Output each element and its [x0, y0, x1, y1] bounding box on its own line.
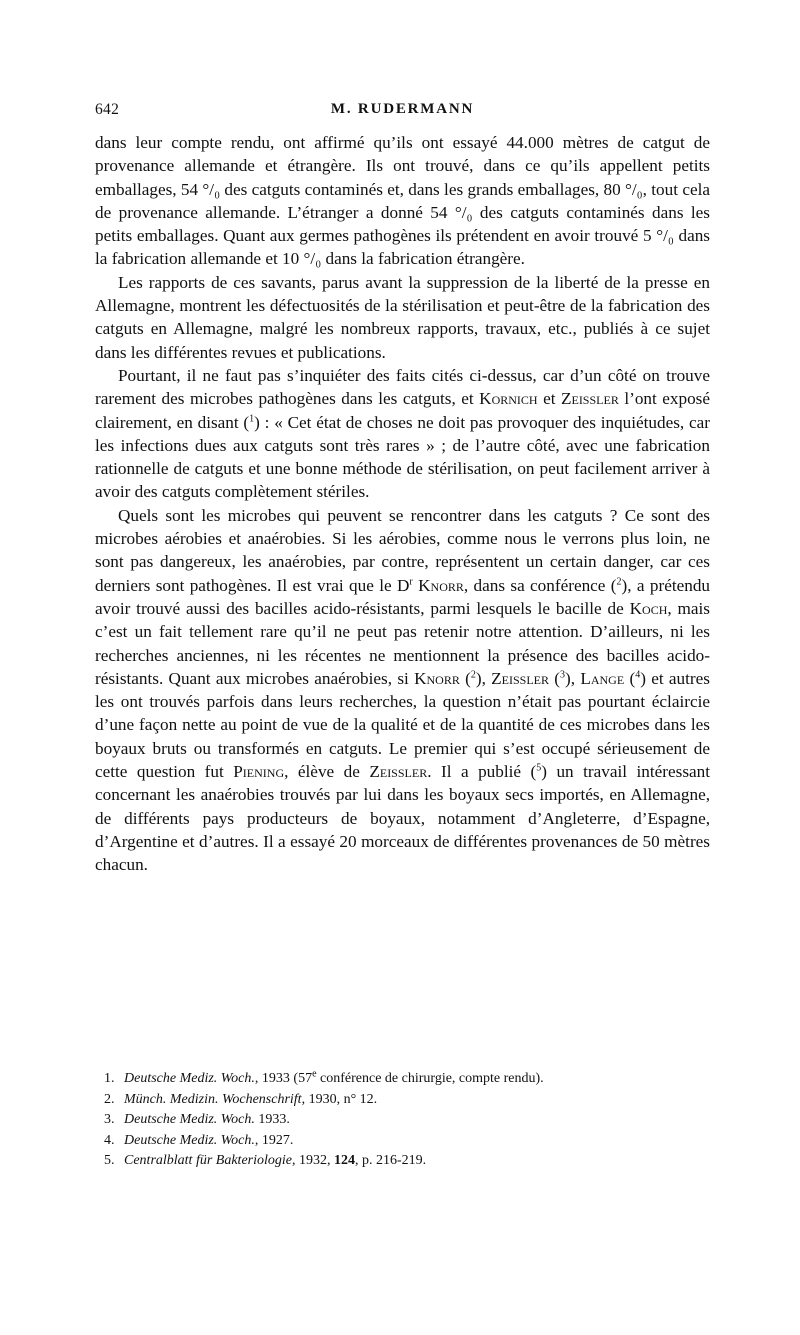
journal-title: Deutsche Mediz. Woch. [124, 1112, 255, 1127]
footnote-ref: 1 [249, 412, 255, 424]
paragraph-1: dans leur compte rendu, ont affirmé qu’ils ont essayé 44.000 mètres de catgut de provenance allemande et étrangère. Ils ont trouvé, dans ce qu’ils appellent petits emballages, 54 °/₀ des catguts contaminés et, dans les grands emballages, 80 °/₀, tout cela de provenance allemande. L’étranger a donné 54 °/₀ des catguts contaminés dans les petits emballages. Quant aux germes pathogènes ils prétendent en avoir trouvé 5 °/₀ dans la fabrication allemande et 10 °/₀ dans la fabrication étrangère. [95, 133, 710, 269]
footnote-2 [104, 1090, 704, 1111]
footnote-text: , 1930, n° 12. [301, 1091, 378, 1107]
footnote-ref: 5 [536, 762, 542, 774]
journal-title: Deutsche Mediz. Woch. [124, 1071, 255, 1086]
text-run: l’ont exposé clairement, en disant ( [95, 389, 710, 432]
text-run: Quels sont les microbes qui peuvent se rencontrer dans les catguts ? Ce sont des microbes aérobies et anaérobies. Si les aérobies, comme nous le verrons plus loin, ne sont pas dangereux, les anaérobies, par contre, représentent un certain danger, car ces derniers sont pathogènes. Il est vrai que le D [95, 505, 710, 595]
text-run: . Il a publié ( [427, 762, 537, 782]
author-name: Knorr [414, 668, 460, 688]
author-name: Lange [580, 668, 625, 688]
body-text [95, 131, 710, 877]
footnote-text: , p. 216-219. [355, 1153, 427, 1168]
footnote-3 [104, 1110, 704, 1131]
footnote-ref: 3 [560, 669, 566, 681]
footnote-ref: 2 [470, 669, 476, 681]
text-run: , élève de [284, 762, 370, 782]
text-run: , dans sa conférence ( [463, 575, 617, 595]
footnote-number: 2. [104, 1091, 115, 1107]
author-name: Kornich [479, 389, 538, 409]
text-run: ), [565, 668, 581, 688]
author-name: Zeissler [560, 389, 619, 409]
text-run: ( [549, 668, 561, 688]
footnote-text: , 1932, [292, 1153, 334, 1168]
footnote-text: conférence de chirurgie, compte rendu). [316, 1071, 544, 1086]
text-run: ( [624, 668, 636, 688]
author-name: Knorr [418, 575, 464, 595]
text-run: et [537, 389, 561, 409]
author-name: Zeissler [491, 668, 550, 688]
text-run: , mais c’est un fait tellement rare qu’il ne peut pas retenir notre attention. D’ailleurs, ni les recherches anciennes, ni les récentes ne mentionnent la présence des bacilles acido-résistants. Quant aux microbes anaérobies, si [95, 598, 710, 688]
footnote-ref: 4 [635, 669, 641, 681]
text-run: ( [459, 668, 471, 688]
footnote-text: , 1927. [254, 1132, 294, 1148]
author-name: Koch [629, 598, 668, 618]
journal-title: Centralblatt für Bakteriologie [124, 1153, 292, 1168]
footnote-1 [104, 1069, 704, 1090]
text-run: ) un travail intéressant concernant les anaérobies trouvés par lui dans les boyaux secs importés, en Allemagne, de différents pays producteurs de boyaux, notamment d’Angleterre, d’Espagne, d’Argentine et d’autres. Il a essayé 20 morceaux de différentes provenances de 50 mètres chacun. [95, 762, 711, 875]
page-number: 642 [95, 101, 120, 118]
superscript: r [409, 575, 413, 587]
paragraph-2: Les rapports de ces savants, parus avant la suppression de la liberté de la presse en Allemagne, montrent les défectuosités de la stérilisation et peut-être de la fabrication des catguts en Allemagne, malgré les nombreux rapports, travaux, etc., publiés à ce sujet dans les différentes revues et publications. [95, 272, 710, 362]
footnote-number: 3. [104, 1112, 115, 1127]
text-run: ), a prétendu avoir trouvé aussi des bacilles acido-résistants, parmi lesquels le bacille de [95, 575, 711, 618]
page-header [95, 101, 710, 123]
footnote-text: 1933. [254, 1112, 290, 1127]
text-run: Pourtant, il ne faut pas s’inquiéter des faits cités ci-dessus, car d’un côté on trouve rarement des microbes pathogènes dans les catguts, et [95, 365, 710, 409]
journal-title: Münch. Medizin. Wochenschrift [124, 1091, 302, 1107]
footnote-number: 1. [104, 1071, 115, 1086]
paragraph-4 [95, 504, 710, 877]
journal-title: Deutsche Mediz. Woch. [124, 1132, 255, 1148]
author-name: Zeissler [369, 762, 428, 782]
footnotes [104, 1069, 704, 1172]
running-head: M. RUDERMANN [330, 101, 475, 117]
paragraph-3 [95, 364, 710, 504]
footnote-4 [104, 1131, 704, 1152]
text-run: ) et autres les ont trouvés parfois dans leurs recherches, la question n’était pas pourtant éclaircie d’une façon nette au point de vue de la qualité et de la quantité de ces microbes dans les boyaux bruts ou transformés en catguts. Le premier qui s’est occupé sérieusement de cette question fut [95, 668, 710, 782]
text-run: ), [475, 668, 492, 688]
volume-number: 124 [334, 1153, 355, 1168]
footnote-5 [104, 1151, 704, 1172]
footnote-ref: 2 [616, 575, 622, 587]
superscript: e [312, 1068, 317, 1080]
footnote-text: , 1933 (57 [254, 1071, 313, 1086]
footnote-number: 4. [104, 1132, 115, 1148]
text-run: ) : « Cet état de choses ne doit pas provoquer des inquiétudes, car les infections dues aux catguts sont très rares » ; de l’autre côté, avec une fabrication rationnelle de catguts et une bonne méthode de stérilisation, on peut facilement arriver à avoir des catguts complètement stériles. [95, 412, 710, 502]
footnote-number: 5. [104, 1153, 115, 1168]
author-name: Piening [233, 762, 285, 782]
